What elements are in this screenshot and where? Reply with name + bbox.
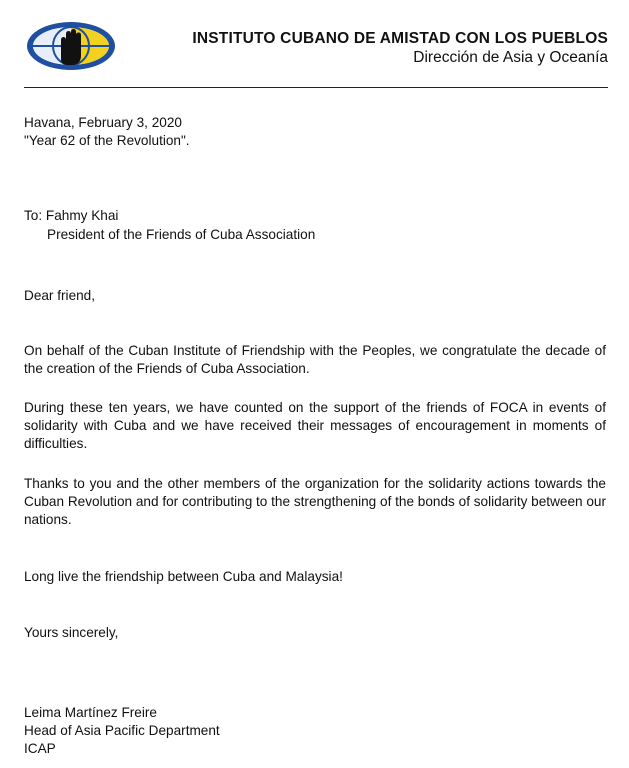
salutation: Dear friend, bbox=[24, 288, 96, 303]
recipient-line: To: Fahmy Khai bbox=[24, 208, 119, 223]
body-paragraph-2: During these ten years, we have counted on the support of the friends of FOCA in events of solidarity with Cuba and we have received their messages of encouragement in moments of difficulties. bbox=[24, 400, 606, 451]
hand-globe-logo-icon bbox=[25, 20, 117, 72]
signatory-position: Head of Asia Pacific Department bbox=[24, 723, 220, 738]
header-divider bbox=[24, 87, 608, 88]
organization-name: INSTITUTO CUBANO DE AMISTAD CON LOS PUEBLOS bbox=[192, 30, 608, 47]
year-note: "Year 62 of the Revolution". bbox=[24, 133, 190, 148]
place-date: Havana, February 3, 2020 bbox=[24, 115, 182, 130]
body-paragraph-1: On behalf of the Cuban Institute of Friendship with the Peoples, we congratulate the decade of the creation of the Friends of Cuba Association. bbox=[24, 343, 606, 376]
body-paragraph-4: Long live the friendship between Cuba and Malaysia! bbox=[24, 569, 343, 584]
recipient-title: President of the Friends of Cuba Association bbox=[47, 227, 316, 242]
signatory-name: Leima Martínez Freire bbox=[24, 705, 157, 720]
closing: Yours sincerely, bbox=[24, 625, 119, 640]
signatory-organization: ICAP bbox=[24, 741, 56, 756]
body-paragraph-3: Thanks to you and the other members of the organization for the solidarity actions towards the Cuban Revolution and for contributing to the strengthening of the bonds of solidarity between our nations. bbox=[24, 476, 606, 527]
department-name: Dirección de Asia y Oceanía bbox=[413, 49, 608, 66]
